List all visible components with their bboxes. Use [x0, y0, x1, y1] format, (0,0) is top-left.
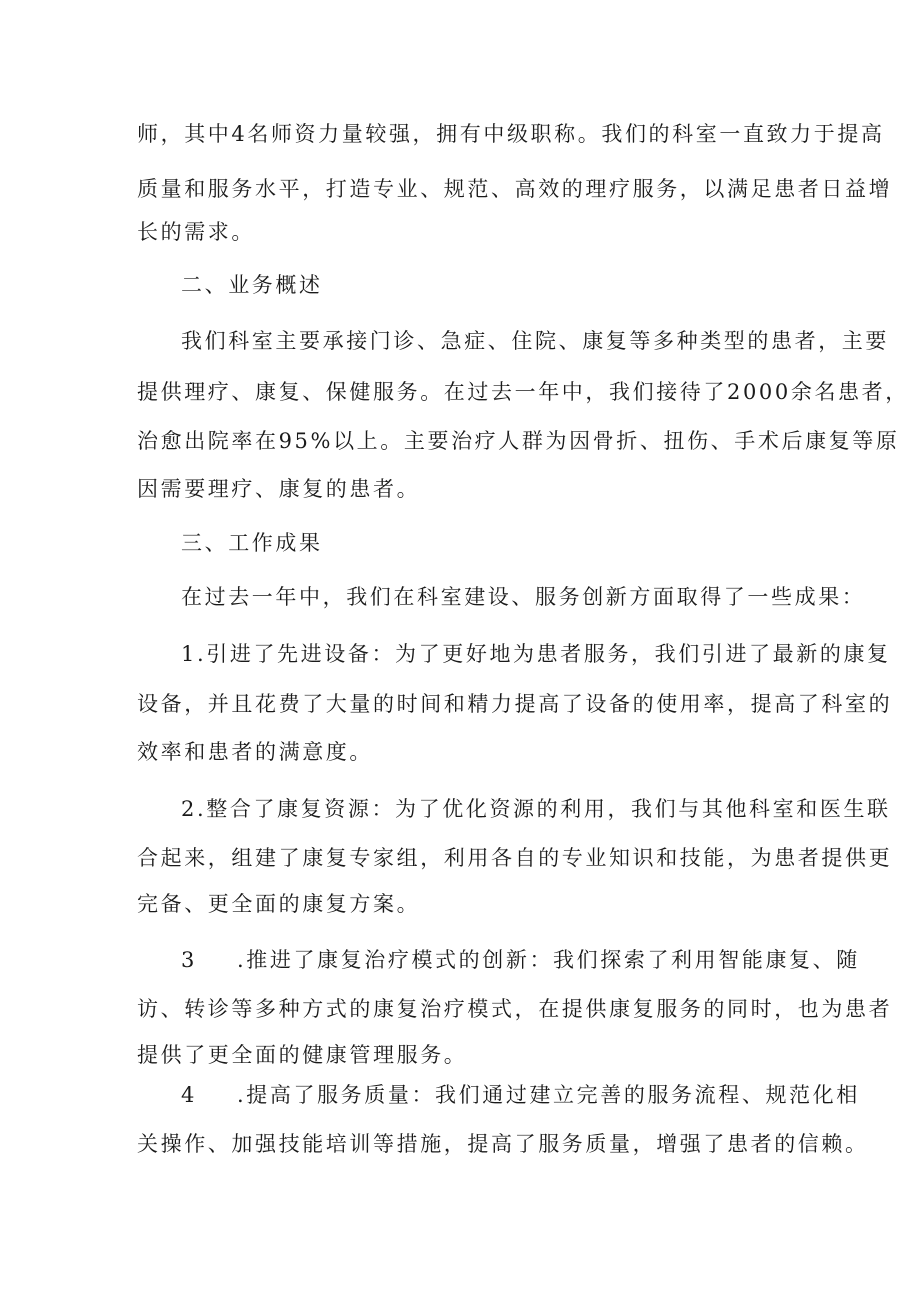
paragraph-line: 师，其中4名师资力量较强，拥有中级职称。我们的科室一直致力于提高 [137, 122, 885, 146]
list-item-number: 4 [181, 1083, 197, 1107]
list-item-first-line [181, 796, 891, 822]
list-item-text: .引进了先进设备：为了更好地为患者服务，我们引进了最新的康复 [196, 642, 891, 666]
list-item-number: 1 [181, 642, 197, 666]
paragraph-line: 提供理疗、康复、保健服务。在过去一年中，我们接待了2000余名患者， [137, 380, 909, 404]
list-item-number: 3 [181, 948, 197, 972]
list-item-first-line [181, 1082, 860, 1108]
paragraph-results-intro: 在过去一年中，我们在科室建设、服务创新方面取得了一些成果： [181, 585, 866, 609]
list-item-first-line [181, 947, 860, 973]
list-item-text: .推进了康复治疗模式的创新：我们探索了利用智能康复、随 [236, 948, 860, 972]
paragraph-line: 效率和患者的满意度。 [137, 740, 373, 764]
paragraph-line: 完备、更全面的康复方案。 [137, 892, 421, 916]
paragraph-line: 关操作、加强技能培训等措施，提高了服务质量，增强了患者的信赖。 [137, 1132, 869, 1156]
list-item-text: .提高了服务质量：我们通过建立完善的服务流程、规范化相 [236, 1083, 860, 1107]
paragraph-line: 我们科室主要承接门诊、急症、住院、康复等多种类型的患者，主要 [181, 329, 889, 353]
paragraph-line: 合起来，组建了康复专家组，利用各自的专业知识和技能，为患者提供更 [137, 846, 893, 870]
section-heading-work-results: 三、工作成果 [181, 531, 323, 555]
paragraph-line: 访、转诊等多种方式的康复治疗模式，在提供康复服务的同时，也为患者 [137, 997, 893, 1021]
paragraph-line: 治愈出院率在95%以上。主要治疗人群为因骨折、扭伤、手术后康复等原 [137, 429, 900, 453]
paragraph-line: 设备，并且花费了大量的时间和精力提高了设备的使用率，提高了科室的 [137, 692, 893, 716]
paragraph-line: 提供了更全面的健康管理服务。 [137, 1043, 468, 1067]
list-item-text: .整合了康复资源：为了优化资源的利用，我们与其他科室和医生联 [196, 797, 891, 821]
paragraph-line: 因需要理疗、康复的患者。 [137, 477, 421, 501]
list-item-first-line [181, 641, 891, 667]
section-heading-business-overview: 二、业务概述 [181, 273, 323, 297]
paragraph-line: 长的需求。 [137, 220, 255, 244]
list-item-number: 2 [181, 797, 197, 821]
paragraph-line: 质量和服务水平，打造专业、规范、高效的理疗服务，以满足患者日益增 [137, 177, 893, 201]
